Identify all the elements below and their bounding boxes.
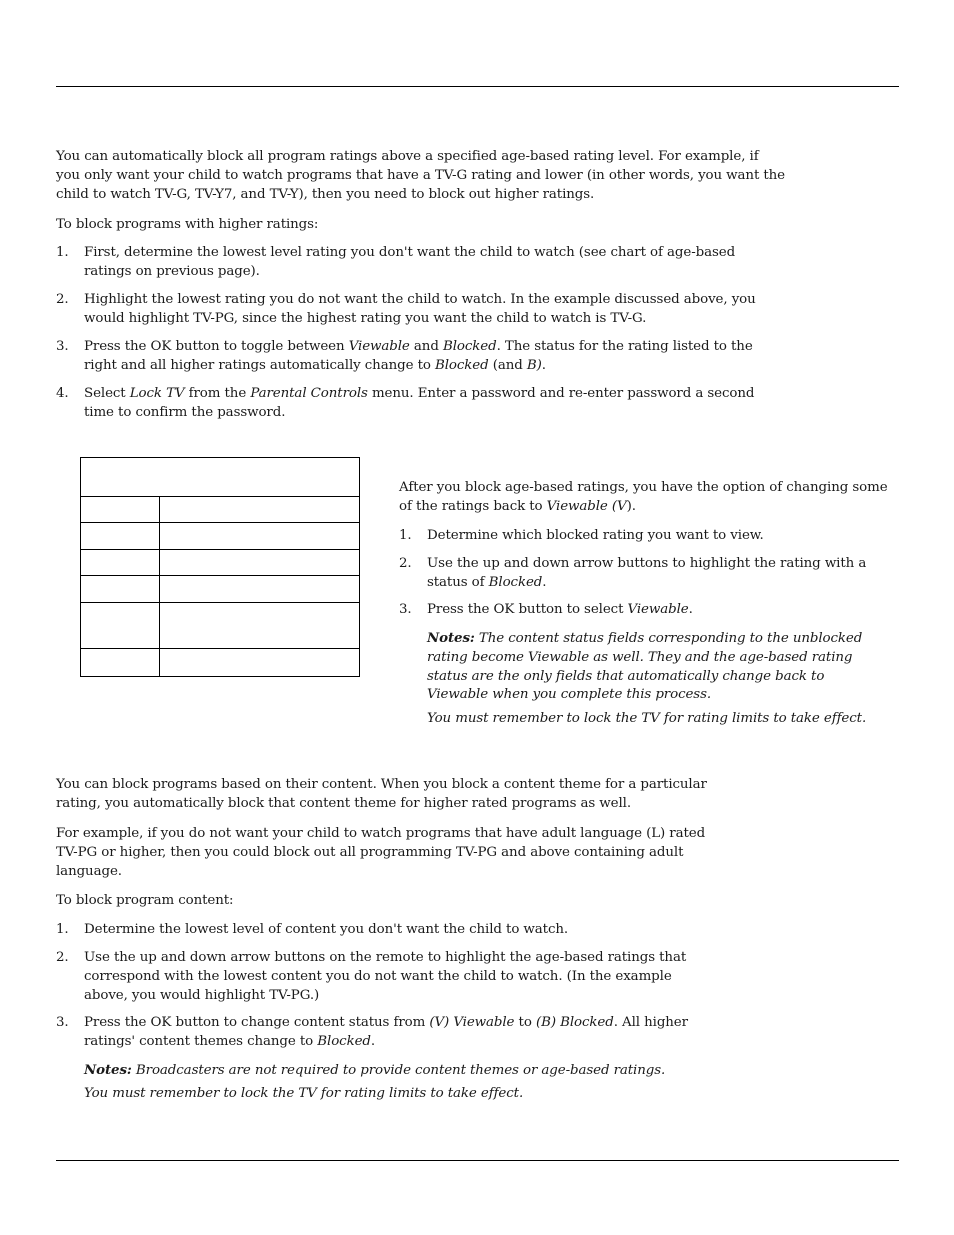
section2-notes: Notes: The content status fields corresponding to the unblocked rating become Viewable as well. They and the age-based rating status are the only fields that automatically change back to Viewable when you complete this process. <box>427 630 863 703</box>
section3-lead: To block program content: <box>56 893 234 908</box>
section1-intro: You can automatically block all program ratings above a specified age-based rating level. For example, if you only want your child to watch programs that have a TV-G rating and lower (in other words, you want the child to watch TV-G, TV-Y7, and TV-Y), then you need to block out higher ratings. <box>56 149 786 202</box>
section2-intro: After you block age-based ratings, you have the option of changing some of the ratings back to Viewable (V). <box>399 480 888 514</box>
ratings-table <box>80 457 360 677</box>
table-row <box>81 603 359 649</box>
table-row <box>81 497 359 523</box>
ratings-table-header <box>81 458 359 497</box>
bottom-rule <box>56 1160 899 1161</box>
table-row <box>81 523 359 550</box>
table-row <box>81 576 359 603</box>
table-row <box>81 649 359 676</box>
section3-para1: You can block programs based on their content. When you block a content theme for a particular rating, you automatically block that content theme for higher rated programs as well. <box>56 777 707 811</box>
top-rule <box>56 86 899 87</box>
section2-reminder: You must remember to lock the TV for rating limits to take effect. <box>427 711 867 726</box>
section3-notes: Notes: Broadcasters are not required to provide content themes or age-based ratings. <box>84 1062 666 1078</box>
section3-para2: For example, if you do not want your child to watch programs that have adult language (L) rated TV-PG or higher, then you could block out all programming TV-PG and above containing adult language. <box>56 826 706 879</box>
section3-reminder: You must remember to lock the TV for rating limits to take effect. <box>84 1086 524 1101</box>
table-row <box>81 550 359 576</box>
section1-lead: To block programs with higher ratings: <box>56 217 319 232</box>
